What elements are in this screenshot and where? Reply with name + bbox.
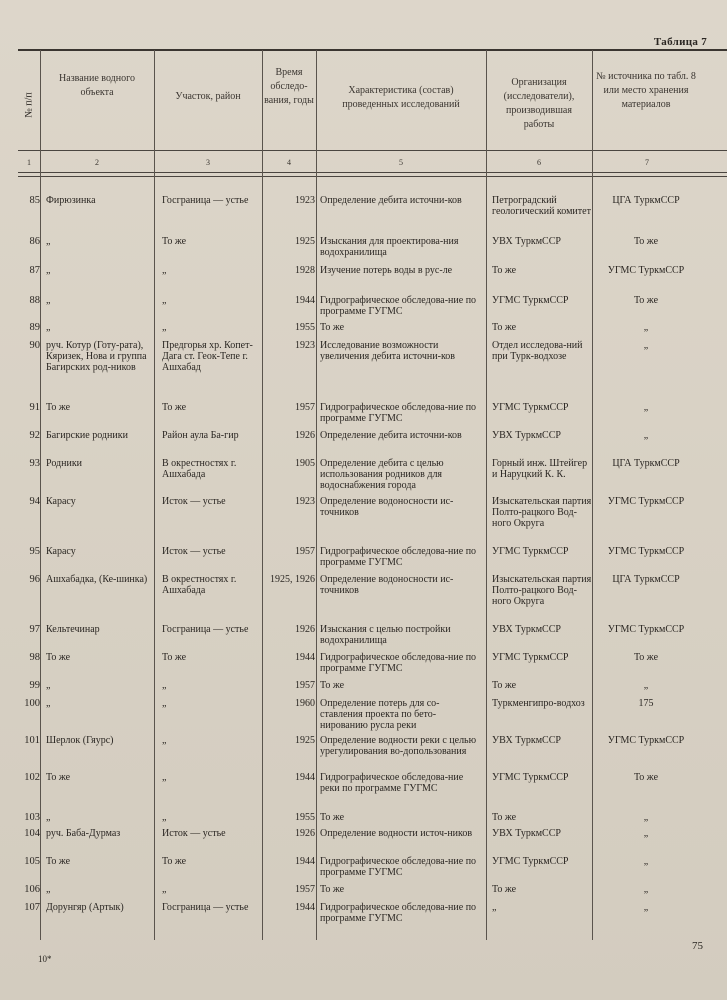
survey-description: Гидрографическое обследова-ние по программе ГУГМС [320, 902, 477, 924]
column-divider [486, 50, 487, 940]
area-cell: Район аула Ба-гир [162, 430, 239, 441]
source-cell: То же [633, 772, 659, 783]
area-cell: То же [162, 652, 187, 663]
area-cell: В окрестностях г. Ашхабада [162, 574, 237, 596]
row-number: 102 [24, 772, 40, 783]
organization-cell: УВХ ТуркмССР [492, 624, 561, 635]
area-cell: Госграница — устье [162, 902, 249, 913]
organization-cell: Петроградский геологический комитет [492, 195, 591, 217]
column-divider [592, 50, 593, 940]
survey-description: Гидрографическое обследова-ние по программе ГУГМС [320, 652, 477, 674]
survey-description: Определение дебита с целью использования родников для водоснабжения города [320, 458, 444, 491]
column-number: 1 [27, 158, 31, 167]
survey-year: 1926 [295, 430, 315, 441]
water-body-name: Родники [46, 458, 83, 469]
survey-year: 1944 [295, 295, 315, 306]
row-number: 93 [29, 458, 40, 469]
area-cell: То же [162, 236, 187, 247]
area-cell: „ [162, 265, 167, 276]
water-body-name: То же [46, 772, 71, 783]
header-source: № источника по табл. 8 или место хранения материалов [596, 71, 696, 110]
organization-cell: Горный инж. Штейгер и Наруцкий К. К. [492, 458, 588, 480]
source-cell: УГМС ТуркмССР [607, 624, 685, 635]
header-survey-years: Время обследо-вания, годы [264, 67, 314, 106]
organization-cell: Туркменгипро-водхоз [492, 698, 585, 709]
source-cell: ЦГА ТуркмССР [612, 458, 680, 469]
area-cell: Исток — устье [162, 546, 226, 557]
survey-year: 1944 [295, 652, 315, 663]
source-cell: „ [643, 322, 649, 333]
header-number: № п/п [23, 92, 35, 118]
organization-cell: УВХ ТуркмССР [492, 236, 561, 247]
source-cell: То же [633, 236, 659, 247]
survey-description: Изыскания для проектирова-ния водохранилища [320, 236, 459, 258]
water-body-name: Ашхабадка, (Ке-шинка) [46, 574, 148, 585]
row-number: 100 [24, 698, 40, 709]
source-cell: „ [643, 812, 649, 823]
organization-cell: То же [492, 884, 517, 895]
survey-description: Исследование возможности увеличения дебита источни-ков [320, 340, 456, 362]
organization-cell: Отдел исследова-ний при Турк-водхозе [492, 340, 583, 362]
water-body-name: То же [46, 402, 71, 413]
row-number: 97 [29, 624, 40, 635]
organization-cell: То же [492, 322, 517, 333]
row-number: 92 [29, 430, 40, 441]
column-number: 3 [206, 158, 210, 167]
column-divider [154, 50, 155, 940]
source-cell: УГМС ТуркмССР [607, 496, 685, 507]
area-cell: „ [162, 812, 167, 823]
survey-description: Определение водоносности ис-точников [320, 496, 454, 518]
survey-description: То же [320, 680, 345, 691]
row-number: 89 [29, 322, 40, 333]
survey-year: 1957 [295, 402, 315, 413]
survey-year: 1957 [295, 884, 315, 895]
survey-description: Определение потерь для со-ставления проекта по бето-нированию русла реки [320, 698, 440, 731]
row-number: 103 [24, 812, 40, 823]
survey-description: Гидрографическое обследова-ние по программе ГУГМС [320, 295, 477, 317]
water-body-name: „ [46, 265, 51, 276]
survey-description: Определение водности источ-ников [320, 828, 473, 839]
column-number: 5 [399, 158, 403, 167]
organization-cell: УГМС ТуркмССР [492, 295, 569, 306]
survey-year: 1905 [295, 458, 315, 469]
survey-description: Гидрографическое обследова-ние по программе ГУГМС [320, 402, 477, 424]
water-body-name: То же [46, 652, 71, 663]
row-number: 90 [29, 340, 40, 351]
table-top-rule [18, 49, 727, 51]
area-cell: „ [162, 735, 167, 746]
row-number: 87 [29, 265, 40, 276]
organization-cell: То же [492, 812, 517, 823]
row-number: 91 [29, 402, 40, 413]
survey-description: Изучение потерь воды в рус-ле [320, 265, 453, 276]
organization-cell: То же [492, 265, 517, 276]
organization-cell: УГМС ТуркмССР [492, 772, 569, 783]
row-number: 96 [29, 574, 40, 585]
row-number: 94 [29, 496, 40, 507]
survey-year: 1957 [295, 546, 315, 557]
organization-cell: То же [492, 680, 517, 691]
row-number: 106 [24, 884, 40, 895]
area-cell: „ [162, 680, 167, 691]
source-cell: УГМС ТуркмССР [607, 546, 685, 557]
printer-signature-mark: 10* [38, 954, 52, 964]
row-number: 86 [29, 236, 40, 247]
area-cell: „ [162, 698, 167, 709]
water-body-name: руч. Котур (Готу-рата), Кяризек, Нова и группа Багирских род-ников [46, 340, 147, 373]
water-body-name: „ [46, 884, 51, 895]
water-body-name: „ [46, 680, 51, 691]
water-body-name: Фирюзинка [46, 195, 96, 206]
header-organization: Организация (исследователи), производившая работы [503, 77, 575, 130]
organization-cell: УВХ ТуркмССР [492, 735, 561, 746]
survey-year: 1925 [295, 236, 315, 247]
water-body-name: Дорунгяр (Артык) [46, 902, 124, 913]
water-body-name: То же [46, 856, 71, 867]
area-cell: То же [162, 402, 187, 413]
column-number: 7 [645, 158, 649, 167]
organization-cell: Изыскательская партия Полто-рацкого Вод-ного Округа [492, 574, 592, 607]
source-cell: То же [633, 652, 659, 663]
area-cell: „ [162, 322, 167, 333]
area-cell: „ [162, 884, 167, 895]
survey-year: 1955 [295, 322, 315, 333]
source-cell: „ [643, 902, 649, 913]
row-number: 98 [29, 652, 40, 663]
survey-description: То же [320, 884, 345, 895]
water-body-name: „ [46, 236, 51, 247]
header-characteristics: Характеристика (состав) проведенных исследований [342, 85, 460, 110]
source-cell: То же [633, 295, 659, 306]
table-title: Таблица 7 [653, 36, 707, 48]
colnum-bottom-rule [18, 172, 727, 173]
survey-description: Гидрографическое обследова-ние по программе ГУГМС [320, 546, 477, 568]
colnum-bottom-rule-2 [18, 176, 727, 177]
organization-cell: УГМС ТуркмССР [492, 652, 569, 663]
column-number: 6 [537, 158, 541, 167]
source-cell: „ [643, 884, 649, 895]
source-cell: ЦГА ТуркмССР [612, 195, 680, 206]
survey-year: 1960 [295, 698, 315, 709]
area-cell: Исток — устье [162, 496, 226, 507]
survey-description: Определение водности реки с целью урегулирования во-допользования [320, 735, 477, 757]
survey-year: 1955 [295, 812, 315, 823]
area-cell: „ [162, 295, 167, 306]
organization-cell: УГМС ТуркмССР [492, 546, 569, 557]
column-divider [40, 50, 41, 940]
page-number: 75 [692, 940, 703, 952]
survey-year: 1944 [295, 856, 315, 867]
column-number: 4 [287, 158, 291, 167]
water-body-name: „ [46, 812, 51, 823]
area-cell: Госграница — устье [162, 624, 249, 635]
header-bottom-rule [18, 150, 727, 151]
source-cell: „ [643, 340, 649, 351]
survey-description: Определение водоносности ис-точников [320, 574, 454, 596]
row-number: 104 [24, 828, 40, 839]
water-body-name: Карасу [46, 496, 76, 507]
survey-description: То же [320, 812, 345, 823]
row-number: 88 [29, 295, 40, 306]
organization-cell: Изыскательская партия Полто-рацкого Вод-ного Округа [492, 496, 592, 529]
water-body-name: „ [46, 322, 51, 333]
survey-description: Гидрографическое обследова-ние по программе ГУГМС [320, 856, 477, 878]
row-number: 95 [29, 546, 40, 557]
survey-year: 1957 [295, 680, 315, 691]
source-cell: УГМС ТуркмССР [607, 735, 685, 746]
organization-cell: „ [492, 902, 497, 913]
survey-year: 1944 [295, 772, 315, 783]
source-cell: „ [643, 828, 649, 839]
column-divider [316, 50, 317, 940]
survey-year: 1923 [295, 195, 315, 206]
survey-year: 1923 [295, 340, 315, 351]
survey-year: 1926 [295, 828, 315, 839]
water-body-name: Шерлок (Гяурс) [46, 735, 114, 746]
survey-description: Изыскания с целью постройки водохранилища [320, 624, 451, 646]
row-number: 107 [24, 902, 40, 913]
source-cell: УГМС ТуркмССР [607, 265, 685, 276]
water-body-name: Карасу [46, 546, 76, 557]
source-cell: „ [643, 430, 649, 441]
source-cell: „ [643, 856, 649, 867]
column-number: 2 [95, 158, 99, 167]
organization-cell: УГМС ТуркмССР [492, 856, 569, 867]
organization-cell: УВХ ТуркмССР [492, 430, 561, 441]
survey-description: Гидрографическое обследова-ние реки по программе ГУГМС [320, 772, 464, 794]
header-area: Участок, район [175, 91, 241, 102]
row-number: 85 [29, 195, 40, 206]
water-body-name: Багирские родники [46, 430, 128, 441]
row-number: 105 [24, 856, 40, 867]
organization-cell: УГМС ТуркмССР [492, 402, 569, 413]
row-number: 101 [24, 735, 40, 746]
source-cell: 175 [638, 698, 654, 709]
column-divider [262, 50, 263, 940]
source-cell: „ [643, 402, 649, 413]
survey-year: 1925 [295, 735, 315, 746]
water-body-name: руч. Баба-Дурмаз [46, 828, 121, 839]
source-cell: ЦГА ТуркмССР [612, 574, 680, 585]
area-cell: Исток — устье [162, 828, 226, 839]
area-cell: Госграница — устье [162, 195, 249, 206]
area-cell: „ [162, 772, 167, 783]
water-body-name: „ [46, 295, 51, 306]
area-cell: То же [162, 856, 187, 867]
survey-year: 1944 [295, 902, 315, 913]
water-body-name: „ [46, 698, 51, 709]
row-number: 99 [29, 680, 40, 691]
survey-description: Определение дебита источни-ков [320, 195, 462, 206]
survey-year: 1926 [295, 624, 315, 635]
survey-year: 1923 [295, 496, 315, 507]
header-water-body: Название водного объекта [59, 73, 135, 98]
survey-year: 1928 [295, 265, 315, 276]
area-cell: Предгорья хр. Копет-Дага ст. Геок-Тепе г. Ашхабад [162, 340, 253, 373]
source-cell: „ [643, 680, 649, 691]
organization-cell: УВХ ТуркмССР [492, 828, 561, 839]
survey-description: То же [320, 322, 345, 333]
survey-description: Определение дебита источни-ков [320, 430, 462, 441]
water-body-name: Кельтечинар [46, 624, 100, 635]
survey-year: 1925, 1926 [270, 574, 315, 585]
area-cell: В окрестностях г. Ашхабада [162, 458, 237, 480]
